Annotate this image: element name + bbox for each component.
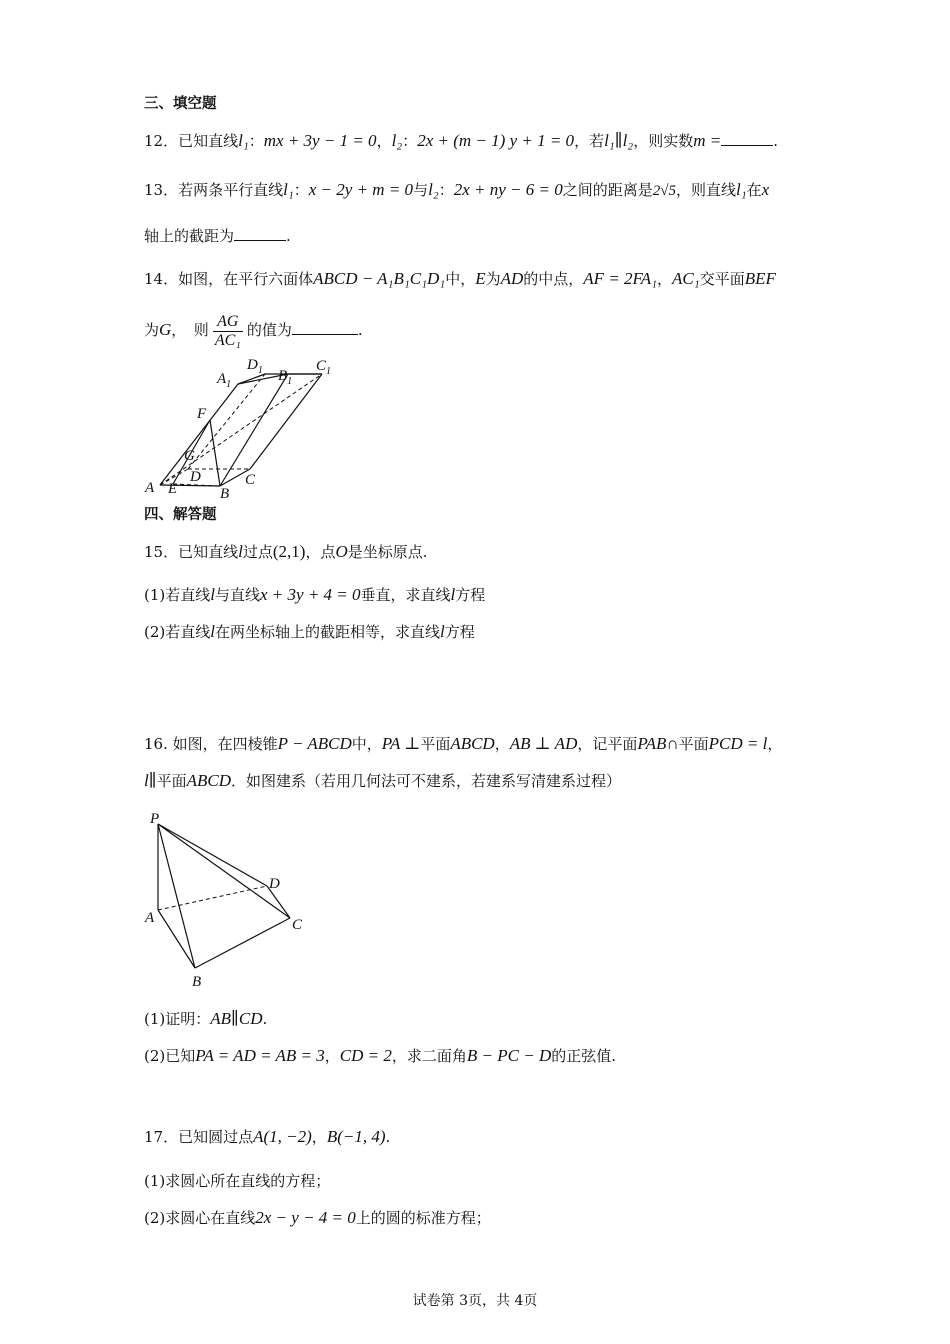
edge-PB (158, 824, 195, 968)
math: ABCD (450, 734, 495, 753)
text: ， 则 (171, 321, 209, 339)
text: ，则实数 (633, 132, 694, 150)
figure-label-D: D (190, 469, 201, 485)
fraction-denominator: AC₁ (214, 331, 241, 349)
text: 若两条平行直线 (178, 181, 284, 199)
figure-label-G: G (184, 448, 195, 464)
text: ， (494, 735, 510, 753)
label-letter: A (217, 371, 227, 387)
text: 平面 (678, 735, 709, 753)
text: ， (376, 132, 392, 150)
text: 中， (351, 735, 382, 753)
math: l∥ (144, 771, 157, 790)
math: PA = AD = AB = 3 (195, 1046, 325, 1065)
figure-label-B: B (220, 486, 230, 502)
math: l₁ (238, 131, 249, 150)
math: ∩ (666, 734, 679, 753)
text: ，点 (305, 543, 336, 561)
text: 在两坐标轴上的截距相等，求直线 (214, 623, 440, 641)
label-subscript: 1 (257, 365, 263, 376)
edge-PD (158, 824, 267, 886)
text: 的中点， (523, 270, 584, 288)
text: ， (657, 270, 673, 288)
math: AD (500, 269, 524, 288)
text: ，记平面 (577, 735, 638, 753)
figure-label-F: F (197, 406, 207, 422)
math: mx + 3y − 1 = 0 (263, 131, 377, 150)
text: 为 (485, 270, 501, 288)
text: ： (293, 181, 309, 199)
figure-label-P: P (150, 811, 160, 827)
math: B − PC − D (466, 1046, 552, 1065)
fraction (213, 313, 243, 350)
label-letter: D (247, 357, 258, 373)
label-letter: C (316, 358, 327, 374)
pyramid-figure (140, 806, 320, 992)
question-number: 14． (144, 270, 179, 288)
parallelepiped-figure (140, 350, 350, 502)
text: 平面 (420, 735, 451, 753)
math: l (440, 622, 445, 641)
text: (2)已知 (144, 1047, 196, 1065)
text: ．如图建系（若用几何法可不建系，若建系写清建系过程） (230, 772, 621, 790)
question-16-part-2 (144, 1046, 616, 1066)
math: ABCD (186, 771, 231, 790)
math: P − ABCD (277, 734, 352, 753)
math: AB ⊥ AD (509, 734, 578, 753)
text: 与直线 (214, 586, 260, 604)
math: CD = 2 (339, 1046, 392, 1065)
answer-blank (721, 131, 773, 146)
edge-CC1 (250, 374, 322, 469)
question-15-part-2 (144, 622, 475, 642)
figure-label-E: E (168, 481, 178, 497)
text: 方程 (455, 586, 486, 604)
answer-blank (292, 320, 358, 335)
text: ，求二面角 (391, 1047, 467, 1065)
figure-label-A1 (216, 371, 231, 390)
math: AF = 2FA₁ (583, 269, 658, 288)
figure-label-D: D (269, 876, 280, 892)
text: ， (311, 1128, 327, 1146)
question-12 (144, 131, 778, 151)
question-16-cont (144, 771, 621, 791)
question-13 (144, 180, 769, 201)
math: l₁∥l₂ (604, 131, 634, 150)
section-fill-in-heading: 三、填空题 (144, 96, 217, 112)
question-15 (144, 542, 428, 562)
edge-BC (195, 918, 290, 968)
text: (2)求圆心在直线 (144, 1209, 256, 1227)
text: 交平面 (699, 270, 745, 288)
question-17 (144, 1127, 390, 1147)
text: (1)证明： (144, 1010, 211, 1028)
text: ： (438, 181, 454, 199)
math: l₁ (283, 180, 294, 199)
text: ： (402, 132, 418, 150)
text: 过点 (242, 543, 273, 561)
math: AC₁ (672, 269, 700, 288)
text: 在 (746, 181, 762, 199)
math: PA ⊥ (381, 734, 421, 753)
figure-label-C: C (245, 472, 256, 488)
text: ， (324, 1047, 340, 1065)
text: (1)若直线 (144, 586, 211, 604)
text: 为 (144, 321, 160, 339)
question-number: 12． (144, 132, 179, 150)
math: x (761, 180, 770, 199)
label-subscript: 1 (326, 366, 332, 377)
math: O (335, 542, 348, 561)
math: 2√5 (652, 183, 676, 199)
text: 中， (445, 270, 476, 288)
question-16 (144, 734, 782, 754)
math: E (475, 269, 486, 288)
text: (1)求圆心所在直线的方程； (144, 1172, 331, 1190)
figure-label-A: A (145, 910, 155, 926)
question-number: 15． (144, 543, 179, 561)
text: ： (248, 132, 264, 150)
text: 的值为 (246, 321, 292, 339)
text: 如图，在平行六面体 (178, 270, 314, 288)
math: ABCD − A₁B₁C₁D₁ (313, 269, 446, 288)
math: m = (693, 131, 722, 150)
question-13-cont (144, 226, 291, 246)
figure-label-B1 (278, 368, 292, 387)
math: G (159, 320, 172, 339)
math: l₂ (391, 131, 403, 150)
question-17-part-2 (144, 1208, 491, 1228)
text: 平面 (156, 772, 187, 790)
text: 上的圆的标准方程； (355, 1209, 491, 1227)
math: x − 2y + m = 0 (308, 180, 414, 199)
text: . (385, 1128, 391, 1146)
math: l (210, 585, 215, 604)
question-number: 17． (144, 1128, 179, 1146)
figure-label-C: C (292, 917, 303, 933)
question-number: 16. (144, 735, 173, 753)
text: 轴上的截距为 (144, 227, 235, 245)
text: 垂直，求直线 (360, 586, 451, 604)
text: 的正弦值. (551, 1047, 616, 1065)
fraction-numerator: AG (213, 313, 243, 332)
text: 已知圆过点 (178, 1128, 254, 1146)
math: l (210, 622, 215, 641)
text: 如图，在四棱锥 (172, 735, 278, 753)
diagonal-AC1-hidden (160, 374, 322, 485)
text: . (286, 227, 291, 245)
text: 已知直线 (178, 543, 239, 561)
math: A(1, −2) (253, 1127, 312, 1146)
text: 是坐标原点. (347, 543, 428, 561)
figure-label-B: B (192, 974, 202, 990)
math: l (238, 542, 243, 561)
math: PAB (637, 734, 667, 753)
math: 2x + ny − 6 = 0 (453, 180, 563, 199)
math: 2x − y − 4 = 0 (255, 1208, 356, 1227)
math: x + 3y + 4 = 0 (260, 585, 361, 604)
text: 方程 (444, 623, 475, 641)
math: BEF (744, 269, 776, 288)
question-14-cont (144, 309, 363, 351)
math: PCD = l (708, 734, 768, 753)
question-17-part-1 (144, 1171, 330, 1191)
edge-AB (158, 910, 195, 968)
math: AB∥CD (210, 1009, 263, 1028)
math: l (450, 585, 456, 604)
math: l₂ (428, 180, 439, 199)
label-subscript: 1 (226, 379, 232, 390)
question-14 (144, 269, 776, 289)
question-number: 13． (144, 181, 179, 199)
text: ， (767, 735, 783, 753)
page-footer: 试卷第 3页，共 4页 (412, 1293, 538, 1309)
question-16-part-1 (144, 1009, 267, 1029)
label-letter: B (278, 368, 288, 384)
question-15-part-1 (144, 585, 485, 605)
math: B(−1, 4) (326, 1127, 386, 1146)
text: 已知直线 (178, 132, 239, 150)
section-answer-heading: 四、解答题 (144, 507, 217, 523)
answer-blank (234, 226, 286, 241)
math: 2x + (m − 1) y + 1 = 0 (417, 131, 575, 150)
math: l₁ (736, 180, 747, 199)
text: 与 (413, 181, 429, 199)
edge-PC (158, 824, 290, 918)
text: . (773, 132, 778, 150)
segment-FB (210, 420, 220, 486)
text: ，若 (574, 132, 605, 150)
text: (2)若直线 (144, 623, 211, 641)
text: . (262, 1010, 268, 1028)
figure-label-A: A (145, 480, 155, 496)
text: ，则直线 (676, 181, 737, 199)
figure-label-D1 (246, 357, 263, 376)
text: . (357, 321, 363, 339)
math: (2,1) (272, 542, 306, 561)
text: 之间的距离是 (562, 181, 653, 199)
label-subscript: 1 (287, 376, 293, 387)
